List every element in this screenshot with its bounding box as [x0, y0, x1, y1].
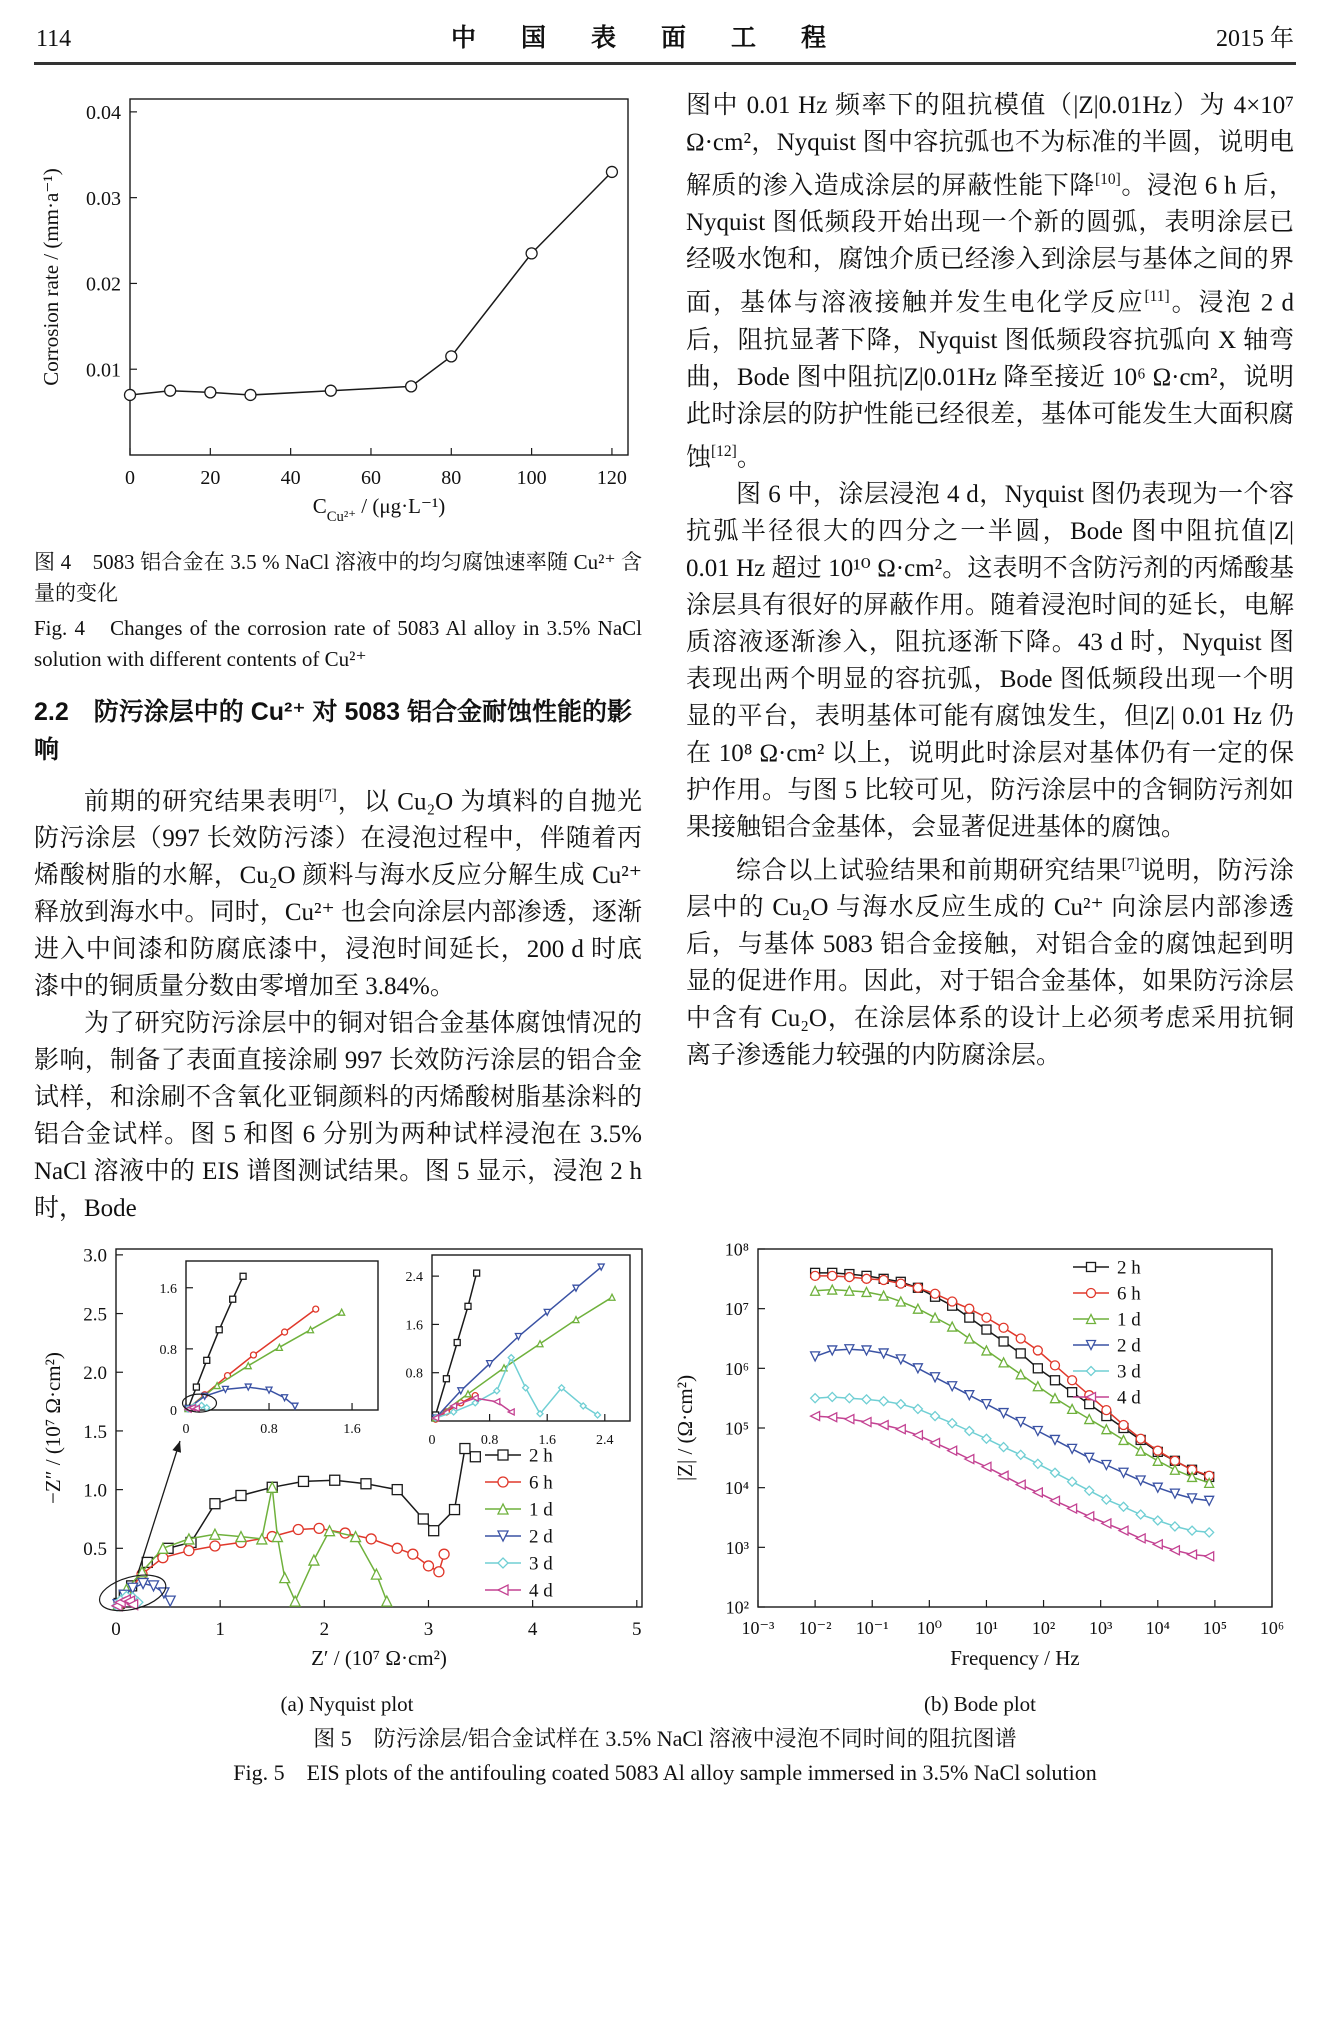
svg-text:0.02: 0.02 [86, 273, 121, 296]
svg-text:10⁷: 10⁷ [724, 1299, 749, 1320]
svg-text:0.03: 0.03 [86, 187, 121, 210]
svg-text:4 d: 4 d [1117, 1387, 1141, 1409]
svg-text:10⁻¹: 10⁻¹ [855, 1618, 889, 1639]
bode-plot [670, 1239, 1290, 1689]
svg-text:10⁴: 10⁴ [1145, 1618, 1170, 1639]
svg-text:40: 40 [280, 467, 301, 489]
page-header [34, 12, 1296, 62]
page-number: 114 [36, 26, 72, 52]
fig5b-sublabel: (b) Bode plot [924, 1692, 1036, 1717]
left-paragraph-2: 为了研究防污涂层中的铜对铝合金基体腐蚀情况的影响，制备了表面直接涂刷 997 长效防污涂层的铝合金试样，和涂刷不含氧化亚铜颜料的丙烯酸树脂基涂料的铝合金试样。图 5 和图 6 分别为两种试样浸泡在 3.5% NaCl 溶液中的 EIS 谱图测试结果。图 5 显示，浸泡 2 h 时，Bode [34, 1010, 642, 1223]
svg-text:0: 0 [125, 467, 135, 489]
svg-text:10⁴: 10⁴ [724, 1478, 749, 1499]
header-rule [34, 62, 1296, 65]
fig5-caption-cn: 图 5 防污涂层/铝合金试样在 3.5% NaCl 溶液中浸泡不同时间的阻抗图谱 [313, 1726, 1017, 1752]
svg-text:10⁶: 10⁶ [1259, 1618, 1285, 1639]
fig5a-sublabel: (a) Nyquist plot [280, 1692, 414, 1717]
svg-text:60: 60 [360, 467, 381, 489]
section-heading-2-2: 2.2 防污涂层中的 Cu²⁺ 对 5083 铝合金耐蚀性能的影响 [34, 698, 632, 764]
year-label: 2015 年 [1216, 26, 1294, 52]
svg-text:|Z| / (Ω·cm²): |Z| / (Ω·cm²) [673, 1375, 697, 1482]
svg-text:10⁻²: 10⁻² [798, 1618, 832, 1639]
svg-text:0.04: 0.04 [86, 102, 121, 125]
svg-text:Corrosion rate / (mm·a⁻¹): Corrosion rate / (mm·a⁻¹) [39, 168, 63, 386]
svg-text:10³: 10³ [725, 1538, 749, 1559]
svg-text:10⁻³: 10⁻³ [741, 1618, 775, 1639]
svg-text:4 d: 4 d [529, 1580, 553, 1602]
fig4-corrosion-rate-chart [34, 87, 642, 537]
svg-text:2.5: 2.5 [83, 1304, 107, 1326]
left-column [34, 87, 642, 1227]
svg-text:0: 0 [111, 1619, 121, 1641]
svg-text:0: 0 [428, 1433, 436, 1449]
svg-text:10⁶: 10⁶ [724, 1359, 749, 1380]
svg-text:0: 0 [170, 1404, 177, 1420]
svg-text:10⁵: 10⁵ [1202, 1618, 1228, 1639]
svg-text:0: 0 [182, 1422, 190, 1438]
svg-text:2 d: 2 d [529, 1526, 553, 1548]
right-column [686, 87, 1294, 1227]
svg-text:0.8: 0.8 [480, 1433, 499, 1449]
svg-text:0.8: 0.8 [159, 1343, 177, 1359]
svg-text:1 d: 1 d [1117, 1309, 1141, 1331]
figure-4 [34, 87, 642, 675]
fig5a-nyquist [40, 1239, 654, 1717]
svg-text:6 h: 6 h [529, 1472, 553, 1494]
svg-text:1.6: 1.6 [405, 1318, 423, 1334]
svg-text:Frequency / Hz: Frequency / Hz [950, 1646, 1080, 1671]
svg-text:0.8: 0.8 [405, 1367, 423, 1383]
svg-text:1.5: 1.5 [83, 1422, 107, 1444]
svg-text:1.6: 1.6 [538, 1433, 556, 1449]
left-paragraph-1: 前期的研究结果表明[7]，以 Cu₂O 为填料的自抛光防污涂层（997 长效防污漆）在浸泡过程中，伴随着丙烯酸树脂的水解，Cu₂O 颜料与海水反应分解生成 Cu²⁺ 释放到海水中。同时，Cu²⁺ 也会向涂层内部渗透，逐渐进入中间漆和防腐底漆中，浸泡时间延长，200 d 时底漆中的铜质量分数由零增加至 3.84%。 [34, 787, 642, 1001]
two-column-body [34, 87, 1296, 1227]
svg-text:1.0: 1.0 [83, 1480, 107, 1502]
svg-text:1.6: 1.6 [343, 1422, 361, 1438]
svg-text:1 d: 1 d [529, 1499, 553, 1521]
svg-text:80: 80 [441, 467, 462, 489]
svg-text:−Z″ / (10⁷ Ω·cm²): −Z″ / (10⁷ Ω·cm²) [41, 1352, 65, 1505]
right-paragraph-1: 图中 0.01 Hz 频率下的阻抗模值（|Z|0.01Hz）为 4×10⁷ Ω·cm²，Nyquist 图中容抗弧也不为标准的半圆，说明电解质的渗入造成涂层的屏蔽性能下降[10]。浸泡 6 h 后，Nyquist 图低频段开始出现一个新的圆弧，表明涂层已经吸水饱和，腐蚀介质已经渗入到涂层与基体之间的界面，基体与溶液接触并发生电化学反应[11]。浸泡 2 d 后，阻抗显著下降，Nyquist 图低频段容抗弧向 X 轴弯曲，Bode 图中阻抗|Z|0.01Hz 降至接近 10⁶ Ω·cm²，说明此时涂层的防护性能已经很差，基体可能发生大面积腐蚀[12]。 [686, 92, 1294, 471]
figure-5 [34, 1239, 1296, 1789]
svg-text:4: 4 [527, 1619, 538, 1641]
svg-text:CCu²⁺ / (μg·L⁻¹): $C_{Cu^{2+}} / (\mu g\cdot L^{-1})$ [312, 494, 446, 525]
fig4-caption-cn: 图 4 5083 铝合金在 3.5 % NaCl 溶液中的均匀腐蚀速率随 Cu²⁺ 含量的变化 [34, 550, 642, 605]
right-paragraph-2: 图 6 中，涂层浸泡 4 d，Nyquist 图仍表现为一个容抗弧半径很大的四分之一半圆，Bode 图中阻抗值|Z| 0.01 Hz 超过 10¹⁰ Ω·cm²。这表明不含防污剂的丙烯酸基涂层具有很好的屏蔽作用。随着浸泡时间的延长，电解质溶液逐渐渗入，阻抗逐渐下降。43 d 时，Nyquist 图表现出两个明显的容抗弧，Bode 图低频段出现一个明显的平台，表明基体可能有腐蚀发生，但|Z| 0.01 Hz 仍在 10⁸ Ω·cm² 以上，说明此时涂层对基体仍有一定的保护作用。与图 5 比较可见，防污涂层中的含铜防污剂如果接触铝合金基体，会显著促进基体的腐蚀。 [686, 480, 1294, 841]
nyquist-inset-left [148, 1253, 386, 1438]
svg-text:3.0: 3.0 [83, 1246, 107, 1268]
svg-text:2.4: 2.4 [405, 1270, 423, 1286]
nyquist-inset-right [394, 1247, 640, 1449]
svg-text:10¹: 10¹ [974, 1618, 999, 1639]
fig5-caption-en: Fig. 5 EIS plots of the antifouling coated 5083 Al alloy sample immersed in 3.5% NaCl solution [233, 1760, 1097, 1786]
svg-text:10²: 10² [725, 1597, 749, 1618]
svg-text:10⁰: 10⁰ [916, 1618, 942, 1639]
svg-text:10³: 10³ [1088, 1618, 1113, 1639]
fig5b-bode [670, 1239, 1290, 1717]
svg-text:2 d: 2 d [1117, 1335, 1141, 1357]
svg-text:5: 5 [632, 1619, 642, 1641]
svg-text:Z′ / (10⁷ Ω·cm²): Z′ / (10⁷ Ω·cm²) [311, 1646, 447, 1671]
svg-text:3: 3 [423, 1619, 434, 1641]
fig4-caption-en: Fig. 4 Changes of the corrosion rate of 5083 Al alloy in 3.5% NaCl solution with different contents of Cu²⁺ [34, 616, 642, 671]
svg-text:120: 120 [596, 467, 627, 489]
svg-text:0.01: 0.01 [86, 359, 121, 382]
svg-text:2.0: 2.0 [83, 1363, 107, 1385]
svg-text:6 h: 6 h [1117, 1283, 1141, 1305]
svg-text:10²: 10² [1031, 1618, 1056, 1639]
svg-text:2 h: 2 h [1117, 1257, 1141, 1279]
svg-text:10⁵: 10⁵ [724, 1418, 749, 1439]
fig5-charts-row [34, 1239, 1296, 1717]
svg-text:3 d: 3 d [529, 1553, 553, 1575]
svg-text:1.6: 1.6 [159, 1282, 177, 1298]
svg-text:100: 100 [516, 467, 547, 489]
journal-title: 中 国 表 面 工 程 [451, 25, 837, 52]
svg-text:2.4: 2.4 [596, 1433, 614, 1449]
svg-text:2: 2 [319, 1619, 330, 1641]
svg-text:10⁸: 10⁸ [724, 1239, 749, 1260]
svg-text:2 h: 2 h [529, 1445, 553, 1467]
svg-text:0.8: 0.8 [260, 1422, 278, 1438]
svg-text:3 d: 3 d [1117, 1361, 1141, 1383]
svg-text:0.5: 0.5 [83, 1539, 107, 1561]
svg-text:20: 20 [200, 467, 221, 489]
right-paragraph-3: 综合以上试验结果和前期研究结果[7]说明，防污涂层中的 Cu₂O 与海水反应生成的 Cu²⁺ 向涂层内部渗透后，与基体 5083 铝合金接触，对铝合金的腐蚀起到明显的促进作用。因此，对于铝合金基体，如果防污涂层中含有 Cu₂O，在涂层体系的设计上必须考虑采用抗铜离子渗透能力较强的内防腐涂层。 [686, 855, 1294, 1070]
svg-text:1: 1 [215, 1619, 225, 1641]
